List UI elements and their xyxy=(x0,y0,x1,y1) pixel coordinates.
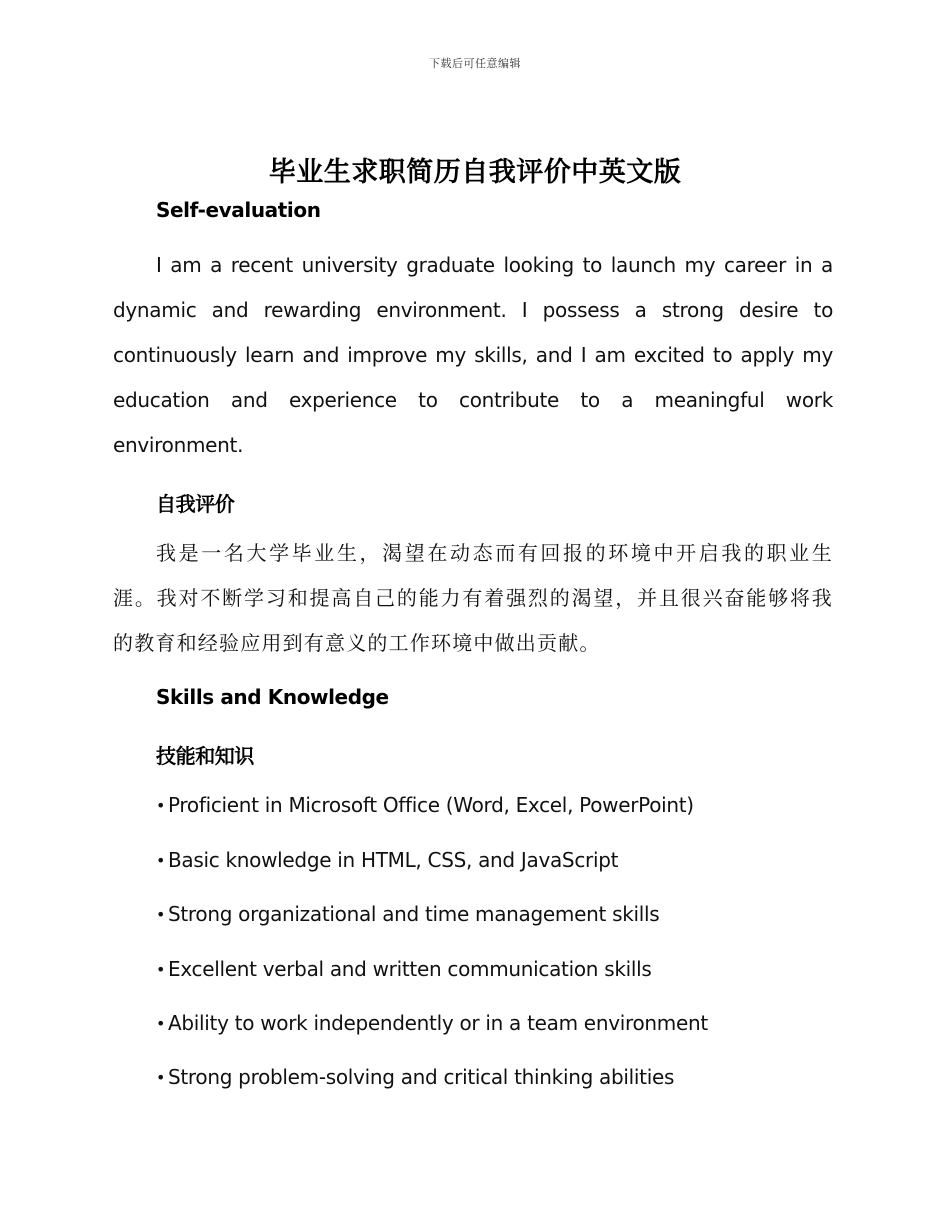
skill-list-item xyxy=(156,957,652,981)
skill-list-item xyxy=(156,793,694,817)
skill-text: Excellent verbal and written communication skills xyxy=(168,957,652,981)
skill-text: Ability to work independently or in a team environment xyxy=(168,1011,708,1035)
skill-list-item xyxy=(156,1011,708,1035)
header-note: 下载后可任意编辑 xyxy=(429,57,521,70)
bullet-icon: • xyxy=(156,851,166,870)
bullet-icon: • xyxy=(156,1068,166,1087)
bullet-icon: • xyxy=(156,905,166,924)
self-evaluation-paragraph-zh: 我是一名大学毕业生，渴望在动态而有回报的环境中开启我的职业生涯。我对不断学习和提高自己的能力有着强烈的渴望，并且很兴奋能够将我的教育和经验应用到有意义的工作环境中做出贡献。 xyxy=(113,541,833,655)
bullet-icon: • xyxy=(156,960,166,979)
self-evaluation-paragraph-en: I am a recent university graduate looking to launch my career in a dynamic and rewarding environment. I possess a strong desire to continuously learn and improve my skills, and I am excited to apply my education and experience to contribute to a meaningful work environment. xyxy=(113,253,833,457)
skills-heading-en: Skills and Knowledge xyxy=(156,685,389,709)
self-evaluation-heading-en: Self-evaluation xyxy=(156,198,321,222)
bullet-icon: • xyxy=(156,1014,166,1033)
document-title: 毕业生求职简历自我评价中英文版 xyxy=(268,157,682,188)
skill-list-item xyxy=(156,848,618,872)
skill-text: Proficient in Microsoft Office (Word, Excel, PowerPoint) xyxy=(168,793,694,817)
bullet-icon: • xyxy=(156,796,166,815)
skill-list-item xyxy=(156,902,659,926)
skills-heading-zh: 技能和知识 xyxy=(156,744,254,768)
skill-text: Basic knowledge in HTML, CSS, and JavaScript xyxy=(168,848,619,872)
skill-text: Strong problem-solving and critical thinking abilities xyxy=(168,1065,675,1089)
skill-text: Strong organizational and time management skills xyxy=(168,902,660,926)
self-evaluation-heading-zh: 自我评价 xyxy=(156,492,235,516)
skill-list-item xyxy=(156,1065,674,1089)
